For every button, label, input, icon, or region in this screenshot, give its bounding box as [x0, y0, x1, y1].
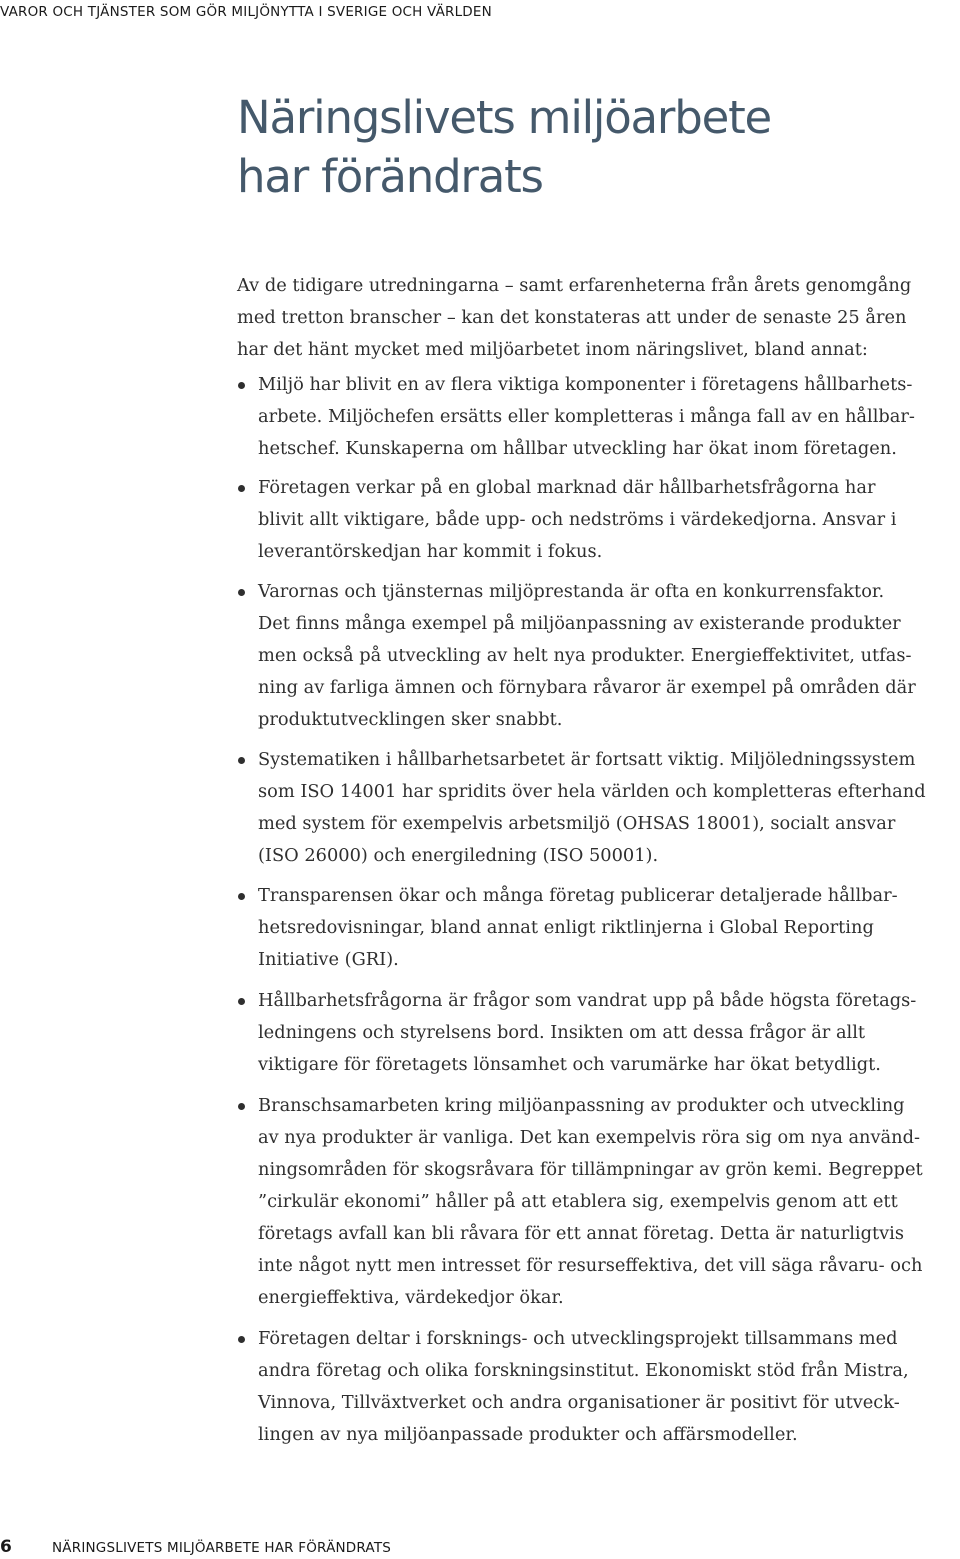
text-line: viktigare för företagets lönsamhet och varumärke har ökat betydligt.: [258, 1054, 881, 1075]
text-line: Initiative (GRI).: [258, 949, 399, 970]
footer-title: NÄRINGSLIVETS MILJÖARBETE HAR FÖRÄNDRATS: [52, 1540, 392, 1556]
text-line: ning av farliga ämnen och förnybara råvaror är exempel på områden där: [258, 677, 916, 698]
text-line: Varornas och tjänsternas miljöprestanda är ofta en konkurrensfaktor.: [258, 581, 885, 602]
text-line: hetschef. Kunskaperna om hållbar utveckling har ökat inom företagen.: [258, 438, 897, 459]
bullet-item: [237, 880, 957, 976]
text-line: inte något nytt men intresset för resurseffektiva, det vill säga råvaru- och: [258, 1255, 923, 1276]
text-line: men också på utveckling av helt nya produkter. Energieffektivitet, utfas-: [258, 645, 912, 666]
bullet-item: [237, 1090, 957, 1314]
text-line: energieffektiva, värdekedjor ökar.: [258, 1287, 564, 1308]
bullet-dot-icon: [238, 757, 245, 764]
text-line: leverantörskedjan har kommit i fokus.: [258, 541, 603, 562]
bullet-dot-icon: [238, 893, 245, 900]
bullet-item: [237, 472, 957, 568]
text-line: ningsområden för skogsråvara för tillämpningar av grön kemi. Begreppet: [258, 1159, 923, 1180]
text-line: Företagen deltar i forsknings- och utvecklingsprojekt tillsammans med: [258, 1328, 898, 1349]
text-line: med tretton branscher – kan det konstateras att under de senaste 25 åren: [237, 307, 907, 328]
text-line: Systematiken i hållbarhetsarbetet är fortsatt viktig. Miljöledningssystem: [258, 749, 916, 770]
page-footer: [0, 1537, 391, 1557]
text-line: Miljö har blivit en av flera viktiga komponenter i företagens hållbarhets-: [258, 374, 913, 395]
text-line: Hållbarhetsfrågorna är frågor som vandrat upp på både högsta företags-: [258, 990, 917, 1011]
page-number: 6: [0, 1537, 12, 1557]
text-line: som ISO 14001 har spridits över hela världen och kompletteras efterhand: [258, 781, 926, 802]
text-line: Av de tidigare utredningarna – samt erfarenheterna från årets genomgång: [237, 275, 912, 296]
running-head: VAROR OCH TJÄNSTER SOM GÖR MILJÖNYTTA I SVERIGE OCH VÄRLDEN: [0, 4, 492, 20]
text-line: arbete. Miljöchefen ersätts eller kompletteras i många fall av en hållbar-: [258, 406, 915, 427]
text-line: Branschsamarbeten kring miljöanpassning av produkter och utveckling: [258, 1095, 905, 1116]
bullet-item: [237, 985, 957, 1081]
bullet-dot-icon: [238, 1336, 245, 1343]
title-line: har förändrats: [237, 150, 543, 203]
bullet-item: [237, 576, 957, 736]
bullet-dot-icon: [238, 589, 245, 596]
text-line: företags avfall kan bli råvara för ett annat företag. Detta är naturligtvis: [258, 1223, 904, 1244]
title-line: Näringslivets miljöarbete: [237, 91, 772, 144]
body-text: [237, 270, 957, 1451]
bullet-item: [237, 1323, 957, 1451]
bullet-list: [237, 369, 957, 1451]
text-line: ”cirkulär ekonomi” håller på att etablera sig, exempelvis genom att ett: [258, 1191, 898, 1212]
intro-paragraph: [237, 270, 957, 366]
text-line: blivit allt viktigare, både upp- och nedströms i värdekedjorna. Ansvar i: [258, 509, 897, 530]
text-line: lingen av nya miljöanpassade produkter och affärsmodeller.: [258, 1424, 798, 1445]
text-line: Transparensen ökar och många företag publicerar detaljerade hållbar-: [258, 885, 898, 906]
text-line: Företagen verkar på en global marknad där hållbarhetsfrågorna har: [258, 477, 876, 498]
bullet-item: [237, 369, 957, 465]
text-line: (ISO 26000) och energiledning (ISO 50001).: [258, 845, 659, 866]
text-line: Det finns många exempel på miljöanpassning av existerande produkter: [258, 613, 901, 634]
text-line: produktutvecklingen sker snabbt.: [258, 709, 563, 730]
bullet-item: [237, 744, 957, 872]
text-line: andra företag och olika forskningsinstitut. Ekonomiskt stöd från Mistra,: [258, 1360, 909, 1381]
text-line: hetsredovisningar, bland annat enligt riktlinjerna i Global Reporting: [258, 917, 874, 938]
bullet-dot-icon: [238, 485, 245, 492]
text-line: har det hänt mycket med miljöarbetet inom näringslivet, bland annat:: [237, 339, 868, 360]
text-line: med system för exempelvis arbetsmiljö (OHSAS 18001), socialt ansvar: [258, 813, 896, 834]
text-line: ledningens och styrelsens bord. Insikten om att dessa frågor är allt: [258, 1022, 866, 1043]
bullet-dot-icon: [238, 1103, 245, 1110]
page-title: [237, 88, 917, 206]
text-line: Vinnova, Tillväxtverket och andra organisationer är positivt för utveck-: [258, 1392, 900, 1413]
bullet-dot-icon: [238, 382, 245, 389]
bullet-dot-icon: [238, 998, 245, 1005]
text-line: av nya produkter är vanliga. Det kan exempelvis röra sig om nya använd-: [258, 1127, 920, 1148]
